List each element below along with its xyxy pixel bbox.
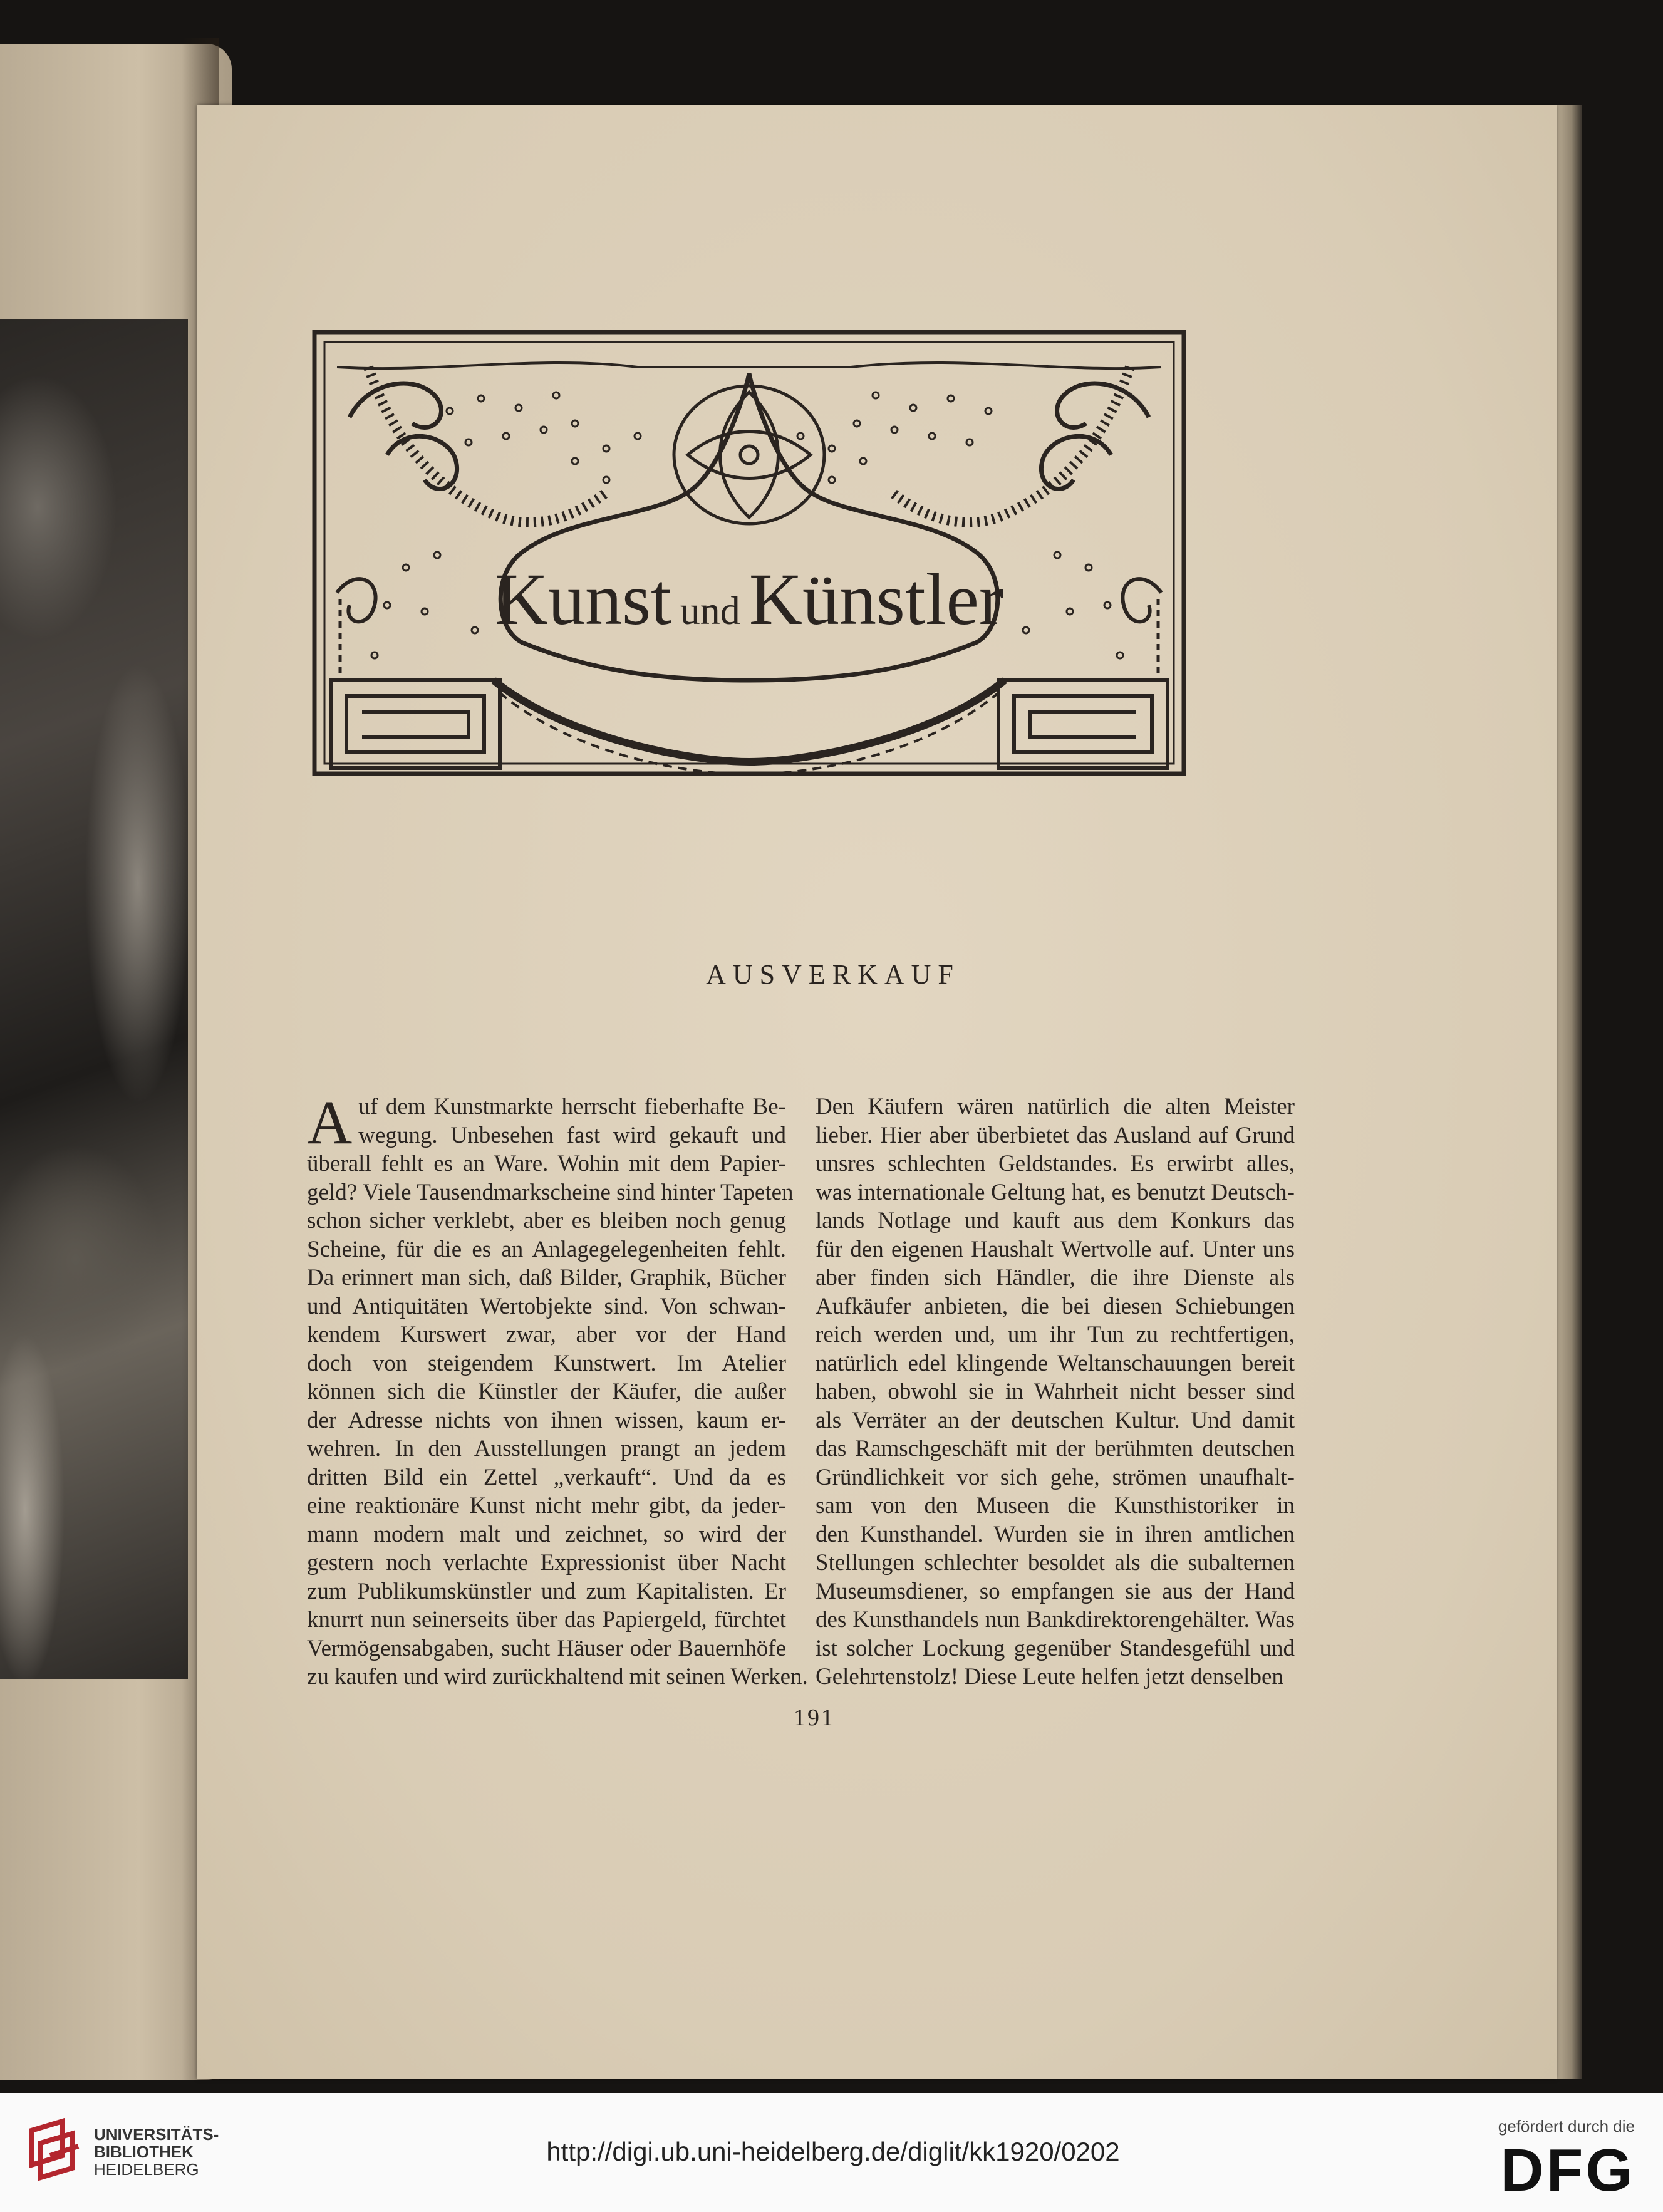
text-line: ist solcher Lockung gegenüber Standesgefühl und (816, 1635, 1295, 1661)
digitization-footer (0, 2093, 1663, 2212)
left-page-photograph (0, 319, 188, 1679)
header-title-und: und (680, 588, 740, 633)
text-line: lands Notlage und kauft aus dem Konkurs das (816, 1208, 1295, 1233)
text-line: Vermögensabgaben, sucht Häuser oder Bauernhöfe (307, 1635, 786, 1661)
text-line: Den Käufern wären natürlich die alten Meister (816, 1094, 1295, 1119)
text-line: Gründlichkeit vor sich gehe, strömen unaufhalt- (816, 1464, 1295, 1490)
text-line: reich werden und, um ihr Tun zu rechtfertigen, (816, 1322, 1295, 1347)
text-line: geld? Viele Tausendmarkscheine sind hinter Tapeten (307, 1179, 794, 1205)
text-line: doch von steigendem Kunstwert. Im Atelier (307, 1350, 786, 1376)
dfg-logo-icon: DFG (1500, 2137, 1635, 2204)
text-line: den Kunsthandel. Wurden sie in ihren amtlichen (816, 1521, 1295, 1547)
page-edge (1557, 105, 1582, 2079)
page-number: 191 (794, 1705, 835, 1731)
text-line: was internationale Geltung hat, es benutzt Deutsch- (816, 1179, 1295, 1205)
text-line: als Verräter an der deutschen Kultur. Und damit (816, 1407, 1295, 1433)
text-line: aber finden sich Händler, die ihre Dienste als (816, 1265, 1295, 1290)
text-line: kendem Kurswert zwar, aber vor der Hand (307, 1322, 786, 1347)
header-title-kunst: Kunst (494, 558, 671, 640)
text-line: können sich die Künstler der Käufer, die außer (307, 1379, 786, 1405)
text-line: zum Publikumskünstler und zum Kapitalisten. Er (307, 1578, 786, 1604)
drop-cap: A (307, 1088, 353, 1157)
text-line: unsres schlechten Geldstandes. Es erwirbt alles, (816, 1151, 1295, 1176)
article-left-column (307, 1088, 808, 1691)
text-line: das Ramschgeschäft mit der berühmten deutschen (816, 1436, 1295, 1462)
library-line-3: HEIDELBERG (94, 2160, 199, 2179)
ornamental-header (312, 330, 1186, 776)
text-line: knurrt nun seinerseits über das Papiergeld, fürchtet (307, 1607, 786, 1633)
svg-text:Kunst und Künstler (495, 558, 1003, 640)
text-line: zu kaufen und wird zurückhaltend mit seinen Werken. (307, 1664, 808, 1690)
text-line: Aufkäufer anbieten, die bei diesen Schiebungen (816, 1293, 1295, 1319)
text-line: mann modern malt und zeichnet, so wird der (307, 1521, 786, 1547)
text-line: Da erinnert man sich, daß Bilder, Graphik, Bücher (307, 1265, 786, 1290)
text-line: gestern noch verlachte Expressionist über Nacht (307, 1550, 786, 1576)
text-line: haben, obwohl sie in Wahrheit nicht besser sind (816, 1379, 1295, 1405)
text-line: wegung. Unbesehen fast wird gekauft und (358, 1122, 786, 1148)
text-line: sam von den Museen die Kunsthistoriker in (816, 1493, 1295, 1519)
text-line: wehren. In den Ausstellungen prangt an jedem (307, 1436, 786, 1462)
text-line: lieber. Hier aber überbietet das Ausland auf Grund (816, 1122, 1295, 1148)
library-line-2: BIBLIOTHEK (94, 2142, 194, 2161)
article-right-column (816, 1093, 1295, 1691)
text-line: der Adresse nichts von ihnen wissen, kaum er- (307, 1407, 786, 1433)
article-title: AUSVERKAUF (706, 959, 960, 990)
funding-caption: gefördert durch die (1498, 2117, 1635, 2136)
text-line: schon sicher verklebt, aber es bleiben noch genug (307, 1208, 786, 1233)
text-line: Stellungen schlechter besoldet als die subalternen (816, 1550, 1295, 1576)
text-line: natürlich edel klingende Weltanschauungen bereit (816, 1350, 1295, 1376)
text-line: und Antiquitäten Wertobjekte sind. Von schwan- (307, 1293, 786, 1319)
heidelberg-library-logo-icon (25, 2118, 81, 2187)
header-title-kuenstler: Künstler (749, 558, 1004, 640)
text-line: des Kunsthandels nun Bankdirektorengehälter. Was (816, 1607, 1295, 1633)
text-line: überall fehlt es an Ware. Wohin mit dem Papier- (307, 1151, 786, 1176)
text-line: uf dem Kunstmarkte herrscht fieberhafte Be- (358, 1094, 786, 1119)
text-line: für den eigenen Haushalt Wertvolle auf. Unter uns (816, 1236, 1295, 1262)
text-line: dritten Bild ein Zettel „verkauft“. Und da es (307, 1464, 786, 1490)
library-name (94, 2126, 219, 2178)
text-line: Museumsdiener, so empfangen sie aus der Hand (816, 1578, 1295, 1604)
text-line: Scheine, für die es an Anlagegelegenheiten fehlt. (307, 1236, 786, 1262)
library-line-1: UNIVERSITÄTS- (94, 2125, 219, 2144)
permalink-url[interactable]: http://digi.ub.uni-heidelberg.de/diglit/kk1920/0202 (546, 2137, 1120, 2166)
text-line: Gelehrtenstolz! Diese Leute helfen jetzt denselben (816, 1664, 1283, 1690)
text-line: eine reaktionäre Kunst nicht mehr gibt, da jeder- (307, 1493, 786, 1519)
